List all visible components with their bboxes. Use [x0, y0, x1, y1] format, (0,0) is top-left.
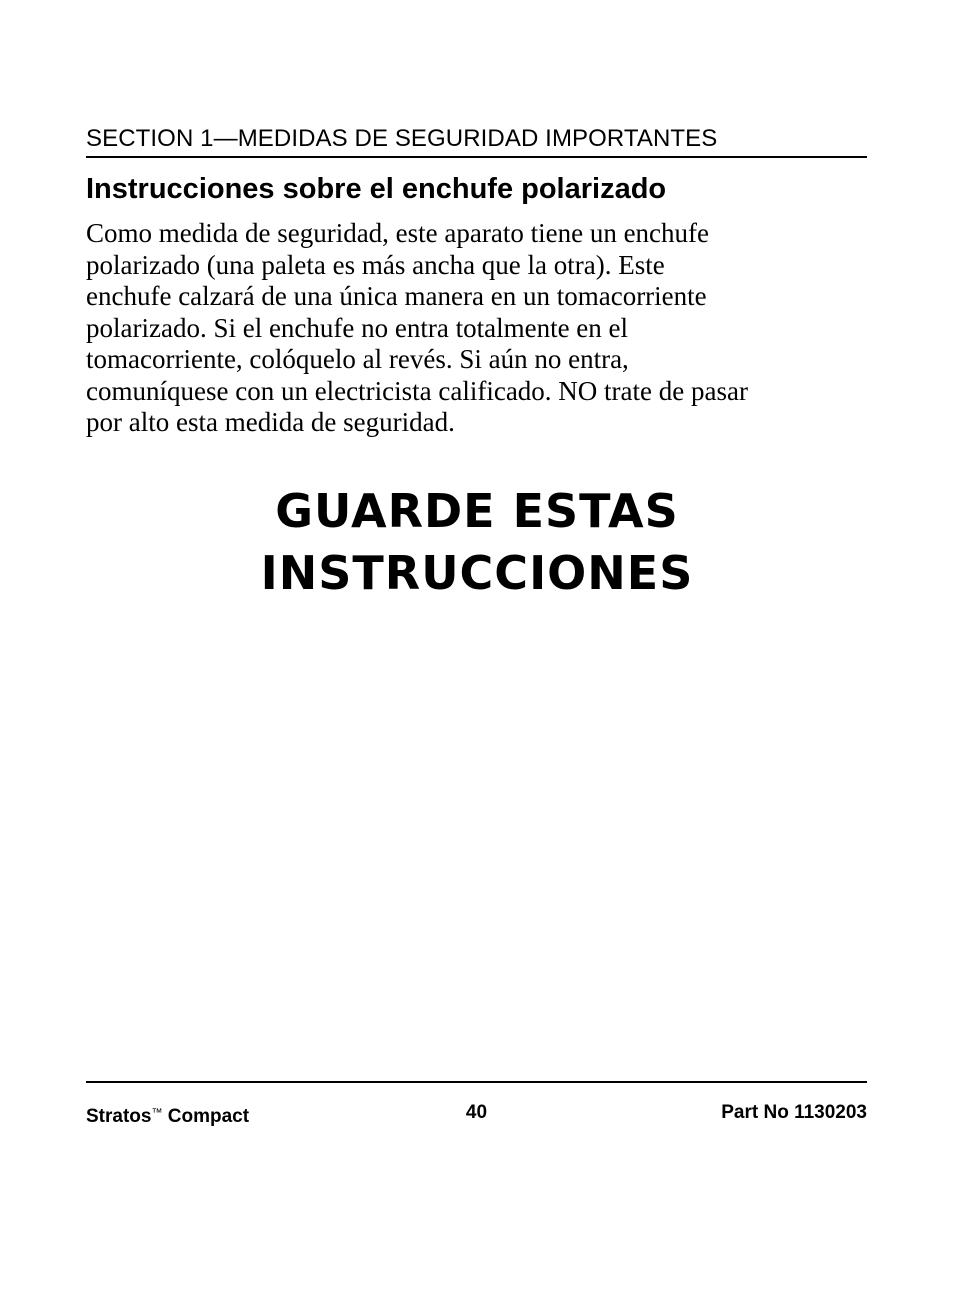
title-line-2: INSTRUCCIONES: [260, 546, 694, 600]
body-line: Como medida de seguridad, este aparato tiene un enchufe: [86, 218, 710, 248]
save-instructions-title: [0, 480, 954, 604]
body-paragraph: [86, 218, 867, 439]
title-line-1: GUARDE ESTAS: [275, 484, 679, 538]
trademark-symbol: ™: [151, 1107, 163, 1119]
body-line: comuníquese con un electricista calificado. NO trate de pasar: [86, 375, 748, 406]
body-line: polarizado (una paleta es más ancha que la otra). Este: [86, 249, 665, 280]
page-number: 40: [465, 1102, 488, 1123]
section-header: SECTION 1—MEDIDAS DE SEGURIDAD IMPORTANTES: [86, 122, 867, 158]
subheading: Instrucciones sobre el enchufe polarizado: [86, 173, 667, 205]
body-line: polarizado. Si el enchufe no entra totalmente en el: [86, 312, 629, 343]
body-line: tomacorriente, colóquelo al revés. Si aún no entra,: [86, 344, 629, 374]
part-number: Part No 1130203: [721, 1102, 867, 1123]
body-line: por alto esta medida de seguridad.: [86, 407, 455, 437]
product-name: Stratos: [86, 1106, 152, 1127]
body-line: enchufe calzará de una única manera en un tomacorriente: [86, 281, 707, 311]
footer-divider: [86, 1081, 867, 1083]
product-suffix: Compact: [162, 1106, 250, 1127]
page-footer: [86, 1098, 867, 1128]
